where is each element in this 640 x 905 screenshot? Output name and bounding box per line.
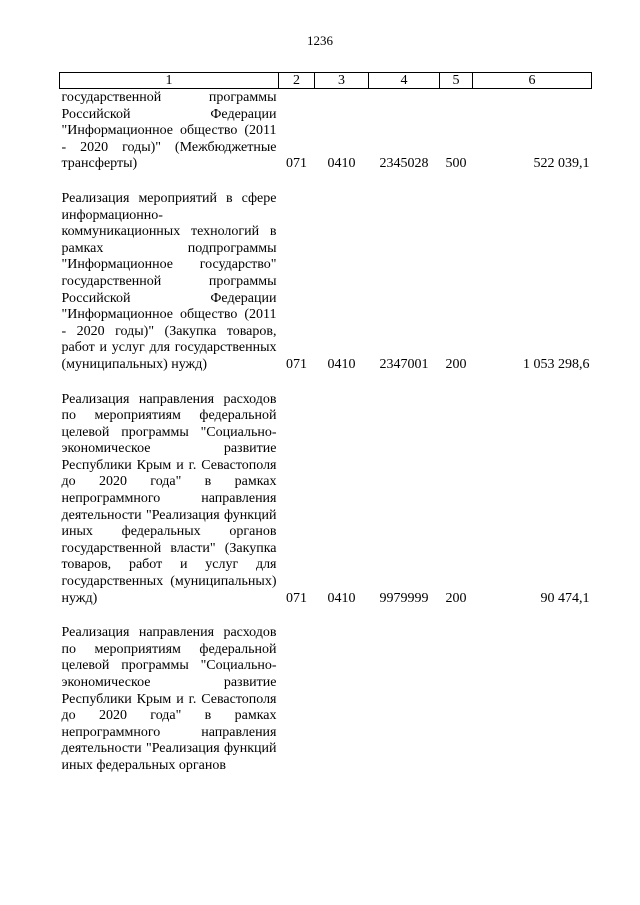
column-header-1: 1 <box>60 73 279 89</box>
row-target-code: 9979999 <box>379 590 429 606</box>
row-type-code: 200 <box>445 590 467 606</box>
row-section-code: 0410 <box>327 590 356 606</box>
row-type-code: 500 <box>445 156 467 172</box>
row-amount: 1 053 298,6 <box>523 356 590 372</box>
row-ministry-code: 071 <box>286 356 307 372</box>
row-ministry-code: 071 <box>286 156 307 172</box>
column-header-5: 5 <box>440 73 473 89</box>
row-description: Реализация мероприятий в сфере информационно-коммуникационных технологий в рамках подпрограммы "Информационное государство" государственной программы Российской Федерации "Информационное общество (2011 - 2020 годы)" (Закупка товаров, работ и услуг для государственных (муниципальных) нужд) <box>61 190 277 372</box>
table-row <box>60 624 592 774</box>
row-description: государственной программы Российской Федерации "Информационное общество (2011 - 2020 годы)" (Межбюджетные трансферты) <box>61 90 277 172</box>
row-section-code: 0410 <box>327 156 356 172</box>
row-target-code: 2347001 <box>379 356 429 372</box>
row-amount: 522 039,1 <box>533 156 590 172</box>
row-ministry-code: 071 <box>286 590 307 606</box>
row-section-code <box>315 624 369 774</box>
row-type-code: 200 <box>445 356 467 372</box>
column-header-3: 3 <box>315 73 369 89</box>
column-header-4: 4 <box>369 73 440 89</box>
header-row <box>60 73 592 89</box>
row-target-code <box>369 624 440 774</box>
budget-table <box>59 72 592 775</box>
column-header-6: 6 <box>473 73 592 89</box>
row-amount <box>473 624 592 774</box>
row-target-code: 2345028 <box>379 156 429 172</box>
table-row <box>60 89 592 173</box>
row-type-code <box>440 624 473 774</box>
row-section-code: 0410 <box>327 356 356 372</box>
table-row <box>60 391 592 608</box>
row-amount: 90 474,1 <box>540 590 590 606</box>
row-description: Реализация направления расходов по мероприятиям федеральной целевой программы "Социально-экономическое развитие Республики Крым и г. Севастополя до 2020 года" в рамках непрограммного направления деятельности "Реализация функций иных федеральных органов государственной власти" (Закупка товаров, работ и услуг для государственных (муниципальных) нужд) <box>61 391 277 606</box>
row-description: Реализация направления расходов по мероприятиям федеральной целевой программы "Социально-экономическое развитие Республики Крым и г. Севастополя до 2020 года" в рамках непрограммного направления деятельности "Реализация функций иных федеральных органов <box>61 625 277 773</box>
table-row <box>60 190 592 374</box>
page-number: 1236 <box>307 33 333 48</box>
column-header-2: 2 <box>279 73 315 89</box>
row-ministry-code <box>279 624 315 774</box>
